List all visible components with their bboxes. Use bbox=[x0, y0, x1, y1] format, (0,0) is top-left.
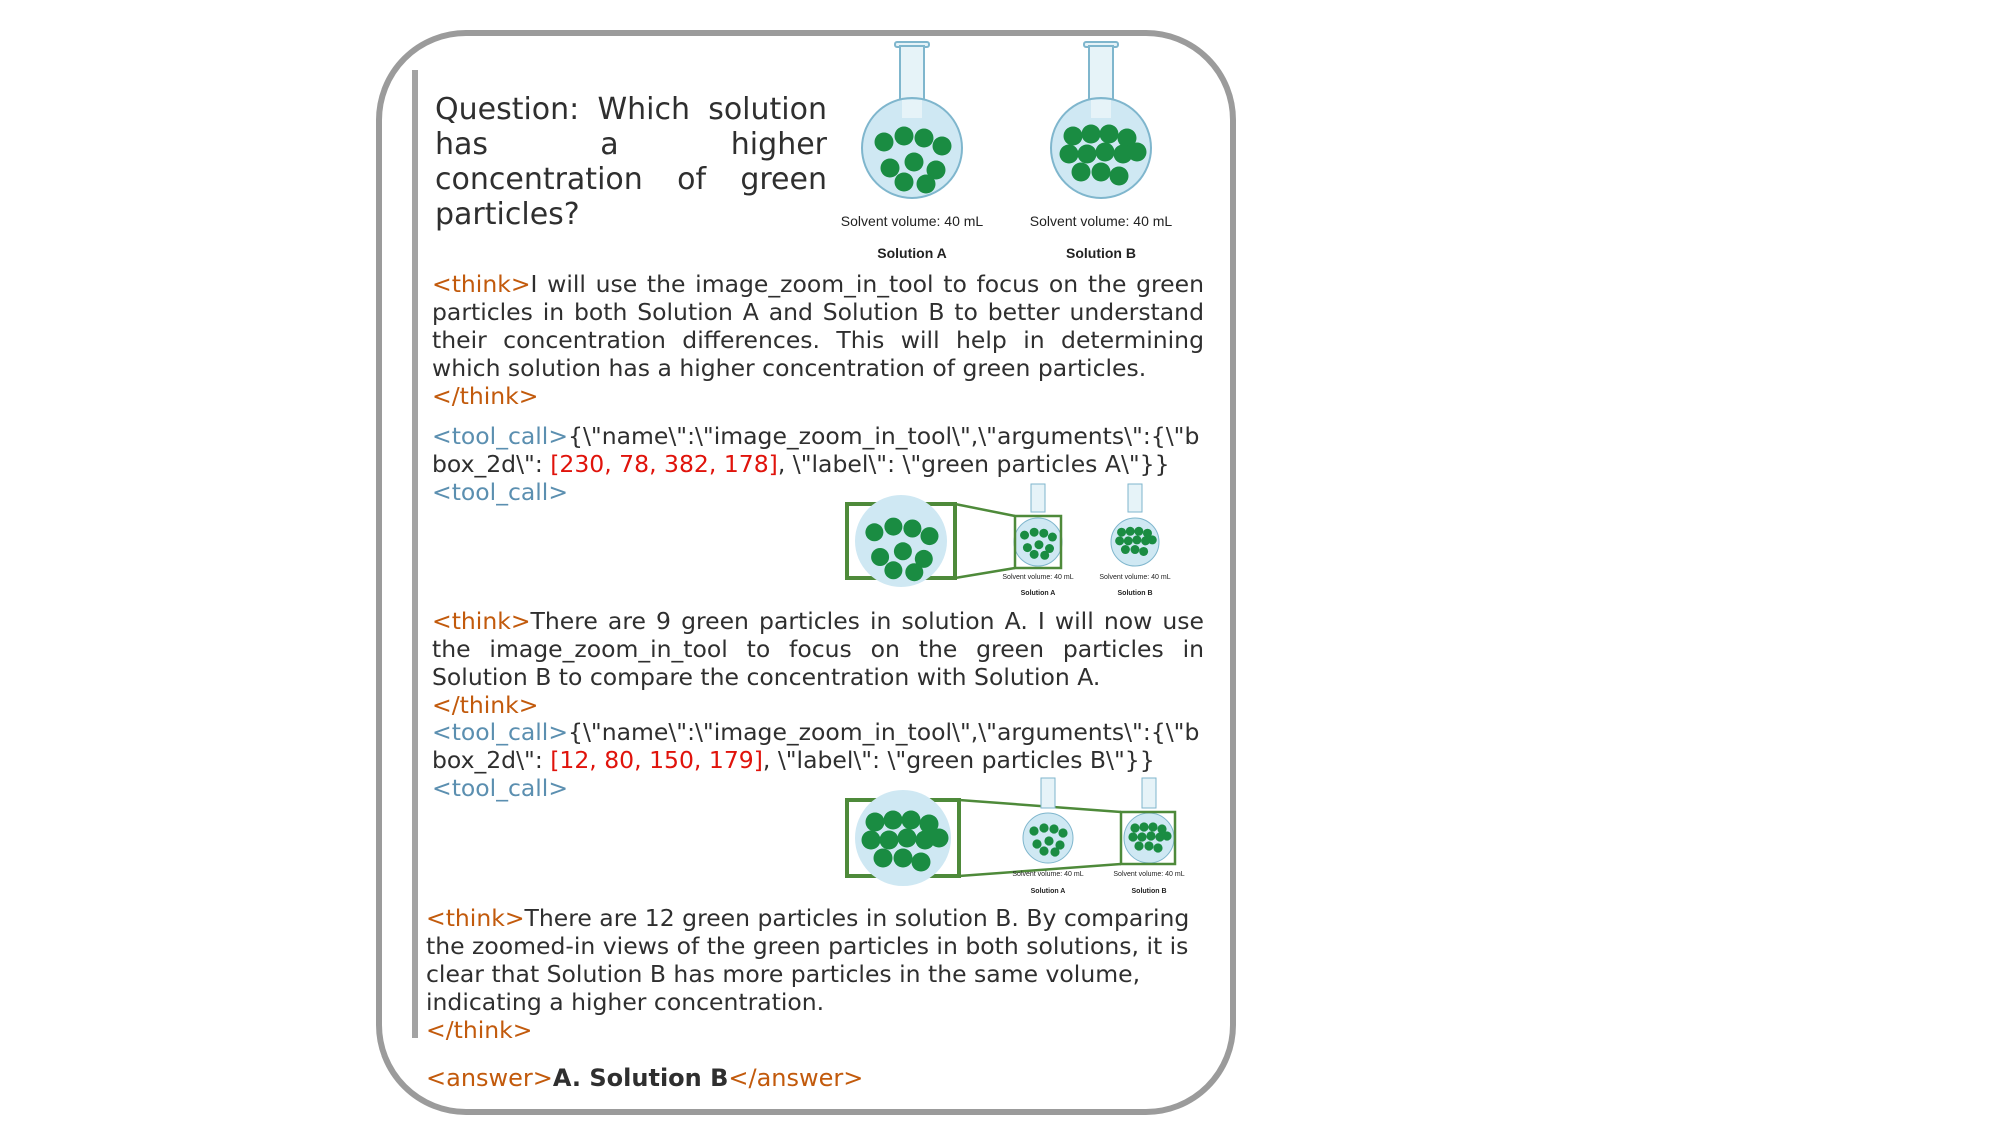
zoom-figure-a bbox=[845, 482, 1185, 602]
bbox-value-1: [230, 78, 382, 178] bbox=[550, 450, 778, 478]
green-particle-icon bbox=[1134, 841, 1143, 850]
think-block-1 bbox=[432, 270, 1204, 410]
green-particle-icon bbox=[1030, 550, 1039, 559]
green-particle-icon bbox=[1148, 822, 1157, 831]
green-particle-icon bbox=[1153, 843, 1162, 852]
solutions-figure bbox=[830, 38, 1220, 268]
green-particle-icon bbox=[1030, 528, 1039, 537]
green-particle-icon bbox=[1126, 527, 1135, 536]
green-particle-icon bbox=[862, 831, 881, 850]
tool-call-label-1: , \"label\": \"green particles A\"}} bbox=[777, 450, 1170, 478]
green-particle-icon bbox=[898, 829, 917, 848]
green-particle-icon bbox=[1130, 823, 1139, 832]
answer-close-tag: </answer> bbox=[728, 1064, 864, 1092]
zoom-figure-b bbox=[845, 776, 1185, 900]
zoomed-view-b bbox=[847, 790, 959, 886]
green-particle-icon bbox=[1039, 823, 1048, 832]
green-particle-icon bbox=[921, 527, 939, 545]
think-block-3 bbox=[426, 904, 1206, 1044]
tool-call-close-tag: <tool_call> bbox=[432, 774, 569, 802]
green-particle-icon bbox=[915, 129, 934, 148]
green-particle-icon bbox=[903, 520, 921, 538]
green-particle-icon bbox=[1044, 836, 1053, 845]
green-particle-icon bbox=[1139, 822, 1148, 831]
green-particle-icon bbox=[894, 542, 912, 560]
green-particle-icon bbox=[1039, 529, 1048, 538]
green-particle-icon bbox=[1050, 847, 1059, 856]
green-particle-icon bbox=[1115, 536, 1124, 545]
green-particle-icon bbox=[1128, 832, 1137, 841]
think-close-tag: </think> bbox=[432, 691, 539, 719]
green-particle-icon bbox=[1049, 824, 1058, 833]
green-particle-icon bbox=[1040, 551, 1049, 560]
green-particle-icon bbox=[1117, 528, 1126, 537]
answer-block bbox=[426, 1064, 926, 1092]
tool-call-open-tag: <tool_call> bbox=[432, 422, 569, 450]
green-particle-icon bbox=[1139, 547, 1148, 556]
solution-a-volume: Solvent volume: 40 mL bbox=[840, 213, 984, 229]
mini-a-volume: Solvent volume: 40 mL bbox=[1012, 871, 1084, 878]
green-particle-icon bbox=[1072, 163, 1091, 182]
green-particle-icon bbox=[933, 137, 952, 156]
flask-a bbox=[862, 42, 962, 198]
green-particle-icon bbox=[1124, 536, 1133, 545]
green-particle-icon bbox=[1121, 545, 1130, 554]
green-particle-icon bbox=[1128, 143, 1147, 162]
green-particle-icon bbox=[1020, 531, 1029, 540]
green-particle-icon bbox=[1146, 831, 1155, 840]
green-particle-icon bbox=[1131, 545, 1140, 554]
tool-call-close-tag: <tool_call> bbox=[432, 478, 569, 506]
mini-b-name: Solution B bbox=[1117, 590, 1153, 597]
green-particle-icon bbox=[881, 159, 900, 178]
green-particle-icon bbox=[1132, 535, 1141, 544]
mini-b-volume: Solvent volume: 40 mL bbox=[1099, 574, 1171, 581]
green-particle-icon bbox=[895, 127, 914, 146]
green-particle-icon bbox=[1034, 540, 1043, 549]
green-particle-icon bbox=[912, 853, 931, 872]
mini-flask-a bbox=[1014, 484, 1062, 568]
mini-a-name: Solution A bbox=[1020, 590, 1056, 597]
green-particle-icon bbox=[884, 561, 902, 579]
think-open-tag: <think> bbox=[432, 607, 531, 635]
green-particle-icon bbox=[1082, 125, 1101, 144]
mini-flask-a bbox=[1023, 778, 1073, 863]
green-particle-icon bbox=[1048, 533, 1057, 542]
green-particle-icon bbox=[894, 849, 913, 868]
solution-b-name: Solution B bbox=[1066, 245, 1136, 261]
green-particle-icon bbox=[1078, 145, 1097, 164]
green-particle-icon bbox=[895, 173, 914, 192]
green-particle-icon bbox=[1032, 839, 1041, 848]
bbox-value-2: [12, 80, 150, 179] bbox=[550, 746, 763, 774]
zoomed-view-a bbox=[847, 495, 955, 587]
tool-call-label-2: , \"label\": \"green particles B\"}} bbox=[762, 746, 1155, 774]
solution-a-name: Solution A bbox=[877, 245, 947, 261]
green-particle-icon bbox=[866, 813, 885, 832]
green-particle-icon bbox=[875, 133, 894, 152]
green-particle-icon bbox=[884, 811, 903, 830]
green-particle-icon bbox=[1058, 828, 1067, 837]
green-particle-icon bbox=[1162, 831, 1171, 840]
think-close-tag: </think> bbox=[432, 382, 539, 410]
green-particle-icon bbox=[905, 563, 923, 581]
mini-flask-b bbox=[1111, 484, 1159, 566]
green-particle-icon bbox=[1060, 145, 1079, 164]
question-text: Question: Which solution has a higher concentration of green particles? bbox=[435, 92, 827, 232]
green-particle-icon bbox=[1144, 841, 1153, 850]
green-particle-icon bbox=[1092, 163, 1111, 182]
think-block-2 bbox=[432, 607, 1204, 719]
solution-b-volume: Solvent volume: 40 mL bbox=[1029, 213, 1173, 229]
green-particle-icon bbox=[880, 831, 899, 850]
green-particle-icon bbox=[1110, 167, 1129, 186]
mini-b-name: Solution B bbox=[1131, 888, 1167, 895]
green-particle-icon bbox=[884, 518, 902, 536]
think-text-2: There are 9 green particles in solution A. I will now use the image_zoom_in_tool to focus on the green particles in Solution B to compare the concentration with Solution A. bbox=[432, 607, 1204, 691]
green-particle-icon bbox=[905, 153, 924, 172]
card-left-rule bbox=[412, 70, 418, 1038]
flask-a-icon bbox=[862, 42, 962, 198]
think-text-3: There are 12 green particles in solution B. By comparing the zoomed-in views of the green particles in both solutions, it is clear that Solution B has more particles in the same volume, indicating a higher concentration. bbox=[426, 904, 1190, 1016]
green-particle-icon bbox=[1137, 832, 1146, 841]
green-particle-icon bbox=[871, 548, 889, 566]
green-particle-icon bbox=[1064, 127, 1083, 146]
tool-call-args-2: {\"name\":\"image_zoom_in_tool\",\"arguments\":{\"bbox_2d\": bbox=[432, 718, 1200, 774]
flask-b bbox=[1051, 42, 1151, 198]
mini-flask-b bbox=[1121, 778, 1175, 864]
green-particle-icon bbox=[917, 175, 936, 194]
think-close-tag: </think> bbox=[426, 1016, 533, 1044]
tool-call-open-tag: <tool_call> bbox=[432, 718, 569, 746]
green-particle-icon bbox=[902, 811, 921, 830]
green-particle-icon bbox=[1100, 125, 1119, 144]
mini-a-name: Solution A bbox=[1030, 888, 1066, 895]
green-particle-icon bbox=[865, 523, 883, 541]
think-open-tag: <think> bbox=[426, 904, 525, 932]
mini-a-volume: Solvent volume: 40 mL bbox=[1002, 574, 1074, 581]
green-particle-icon bbox=[874, 849, 893, 868]
think-open-tag: <think> bbox=[432, 270, 531, 298]
green-particle-icon bbox=[1029, 826, 1038, 835]
answer-open-tag: <answer> bbox=[426, 1064, 553, 1092]
think-text-1: I will use the image_zoom_in_tool to focus on the green particles in both Solution A and Solution B to better understand their concentration differences. This will help in determining which solution has a higher concentration of green particles. bbox=[432, 270, 1204, 382]
green-particle-icon bbox=[930, 829, 949, 848]
answer-text: A. Solution B bbox=[552, 1064, 729, 1092]
mini-b-volume: Solvent volume: 40 mL bbox=[1113, 871, 1185, 878]
green-particle-icon bbox=[1148, 535, 1157, 544]
green-particle-icon bbox=[1039, 846, 1048, 855]
tool-call-args-1: {\"name\":\"image_zoom_in_tool\",\"arguments\":{\"bbox_2d\": bbox=[432, 422, 1200, 478]
green-particle-icon bbox=[1096, 143, 1115, 162]
green-particle-icon bbox=[1023, 543, 1032, 552]
green-particle-icon bbox=[1134, 527, 1143, 536]
